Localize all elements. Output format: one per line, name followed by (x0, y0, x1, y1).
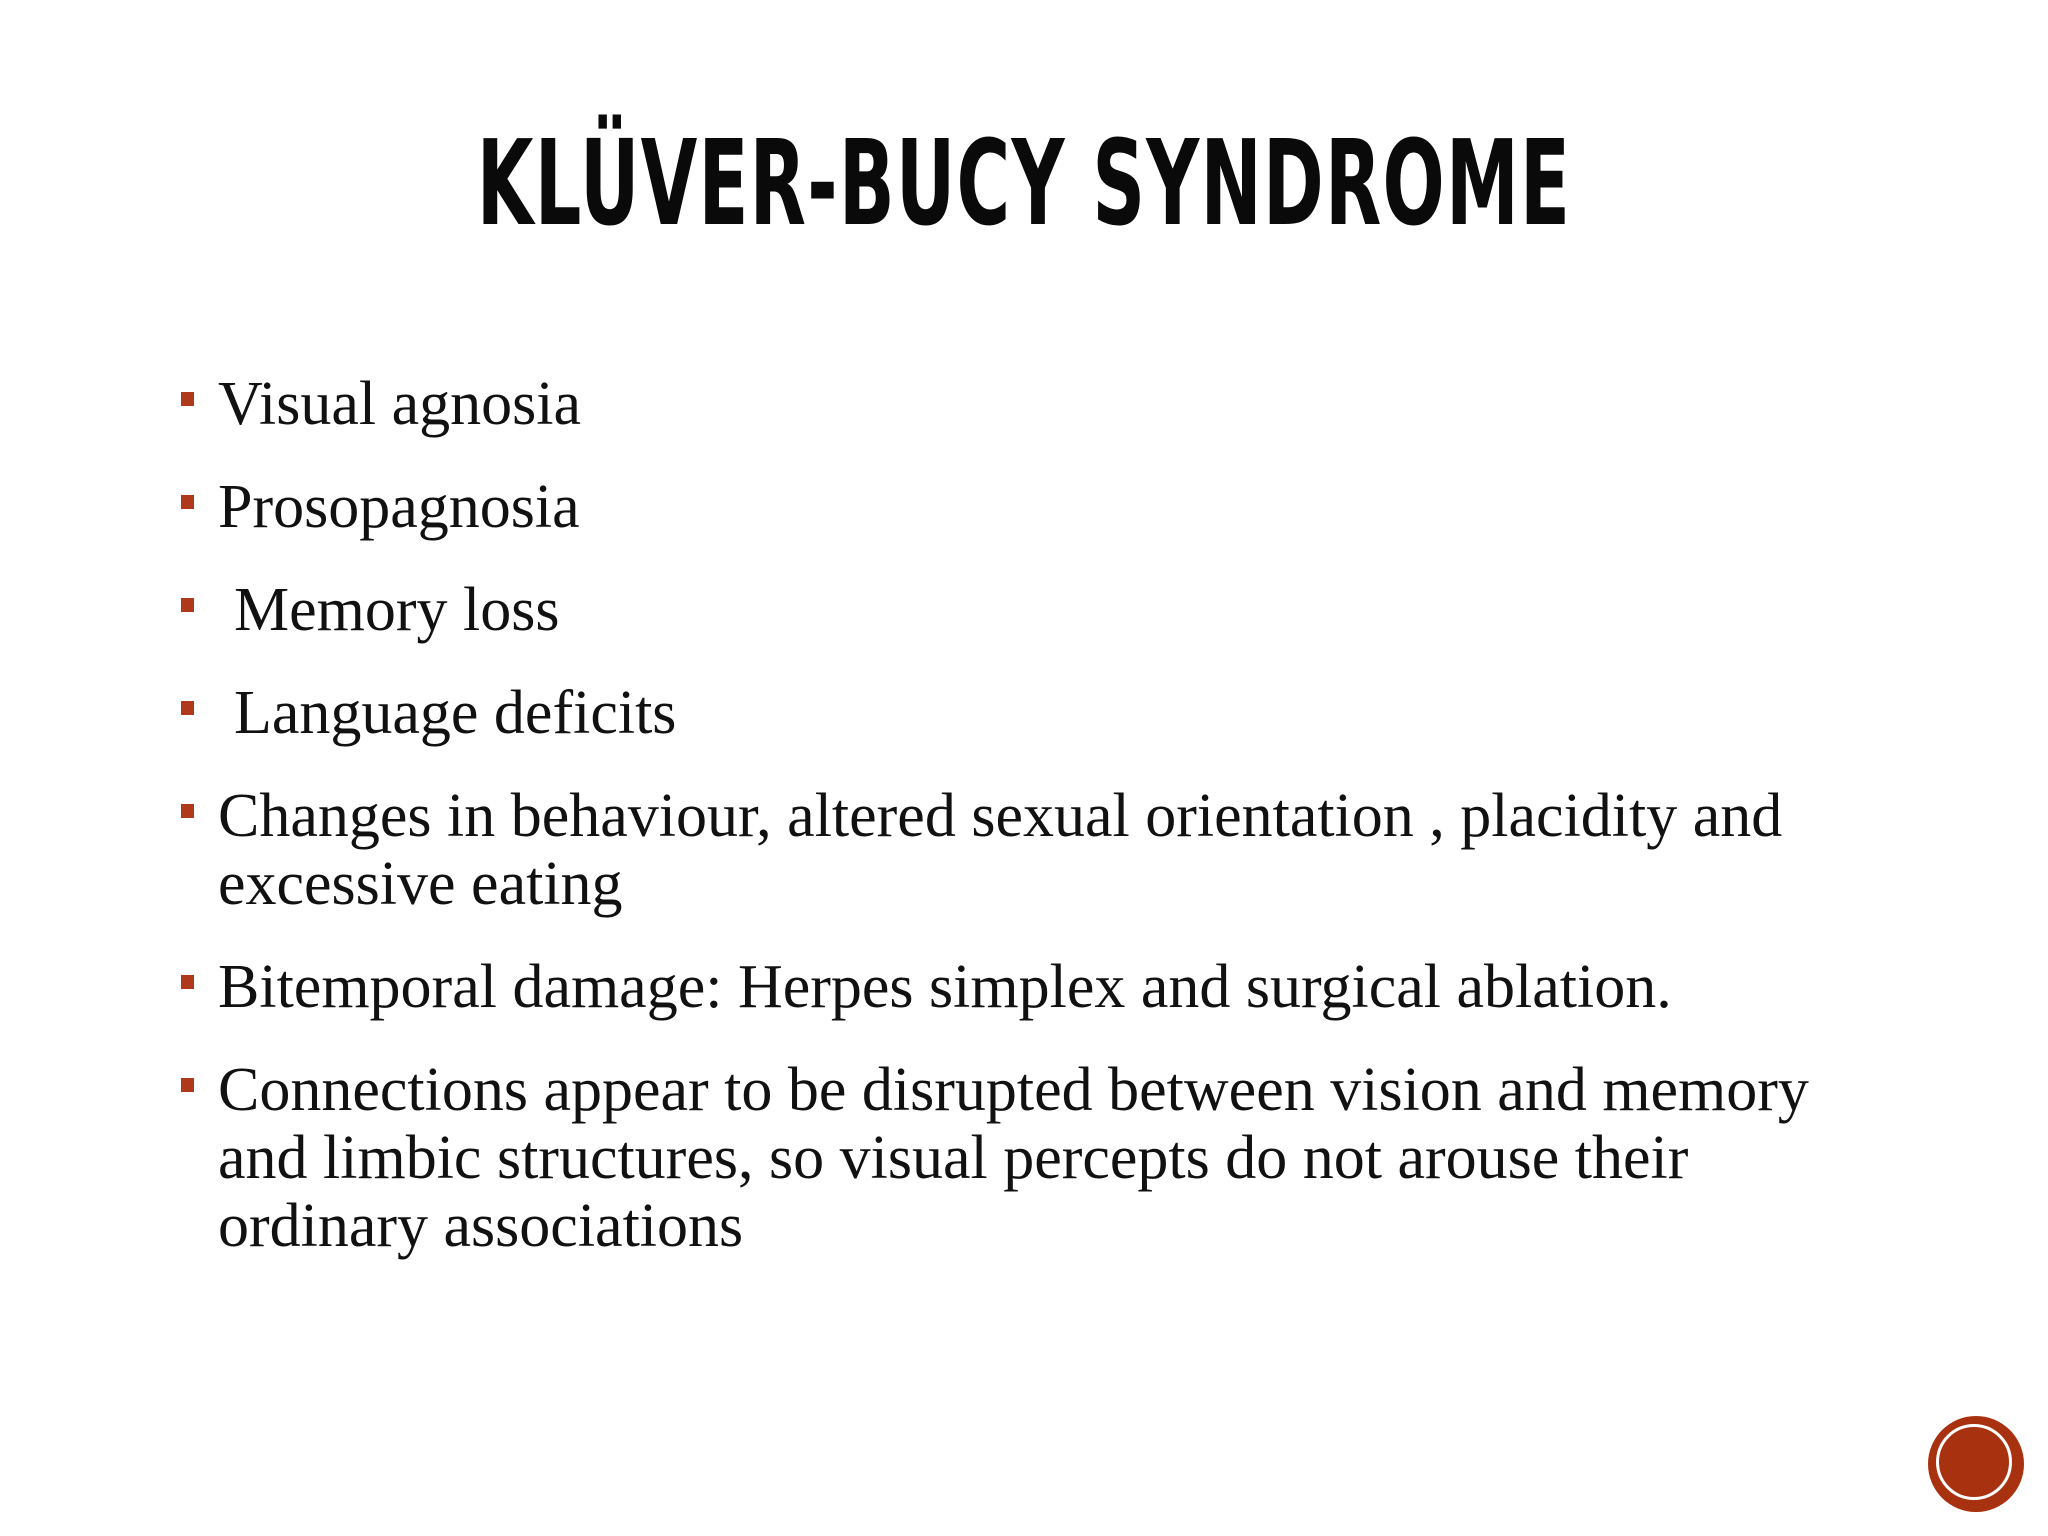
bullet-square-icon (181, 495, 194, 509)
bullet-text: Visual agnosia (218, 370, 582, 438)
bullet-square-icon (181, 1078, 194, 1092)
bullet-text: Connections appear to be disrupted between vision and memory and limbic structures, so visual percepts do not arouse their ordinary associations (218, 1056, 1809, 1260)
bullet-square-icon (181, 598, 194, 612)
bullet-item (176, 576, 1896, 644)
bullet-item (176, 782, 1896, 918)
bullet-text: Memory loss (234, 576, 560, 644)
bullet-square-icon (181, 701, 194, 715)
bullet-text: Changes in behaviour, altered sexual orientation , placidity and excessive eating (218, 782, 1783, 918)
bullet-text: Bitemporal damage: Herpes simplex and surgical ablation. (218, 953, 1672, 1021)
slide-number-circle-icon (1930, 1418, 2022, 1510)
bullet-square-icon (181, 975, 194, 989)
bullet-item (176, 473, 1896, 541)
bullet-item (176, 679, 1896, 747)
slide-title: KLÜVER-BUCY SYNDROME (476, 114, 1572, 252)
bullet-square-icon (181, 804, 194, 818)
bullet-text: Prosopagnosia (218, 473, 580, 541)
bullet-text: Language deficits (234, 679, 677, 747)
bullet-item (176, 953, 1896, 1021)
bullet-square-icon (181, 392, 194, 406)
bullet-item (176, 370, 1896, 438)
bullet-list (176, 370, 1896, 1295)
bullet-item (176, 1056, 1896, 1260)
